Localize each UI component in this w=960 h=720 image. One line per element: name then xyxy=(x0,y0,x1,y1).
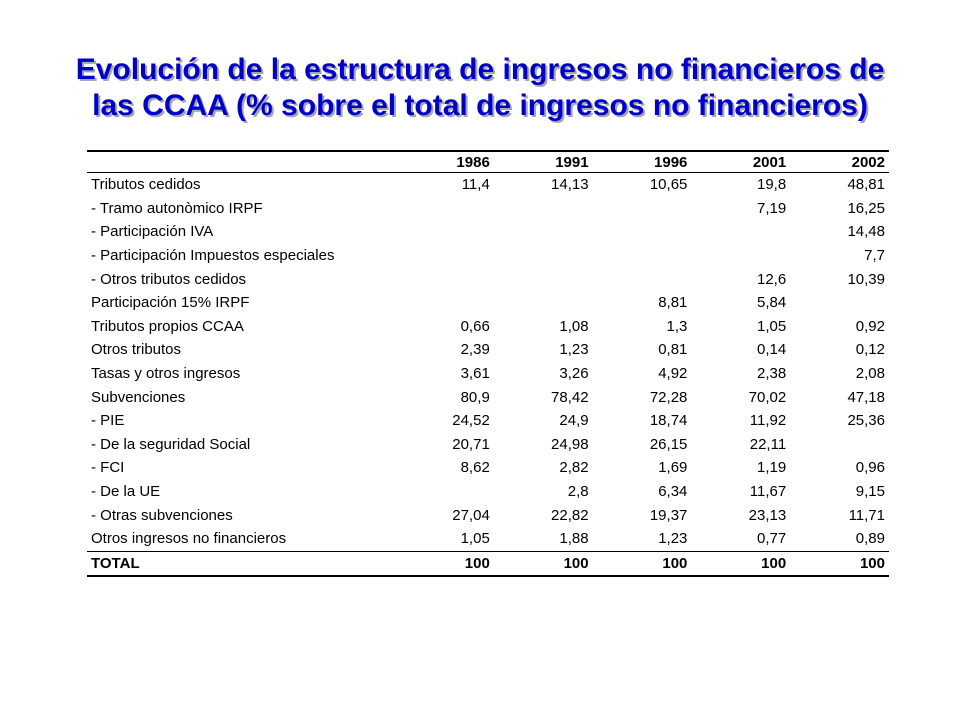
table-row xyxy=(87,338,889,362)
table-cell: 1,08 xyxy=(559,317,589,335)
table-cell: 2,08 xyxy=(855,365,885,383)
table-cell: 100 xyxy=(494,551,593,576)
table-row xyxy=(87,362,889,386)
row-label: Otros ingresos no financieros xyxy=(91,530,287,548)
table-cell xyxy=(593,197,692,221)
total-row xyxy=(87,551,889,576)
row-label: Tributos cedidos xyxy=(91,176,201,194)
table-row xyxy=(87,244,889,268)
table-cell: 1,3 xyxy=(666,317,688,335)
row-label: Subvenciones xyxy=(91,388,186,406)
header-cell-2002: 2002 xyxy=(790,151,889,173)
table-cell: 7,7 xyxy=(864,247,885,265)
header-cell-label xyxy=(87,151,395,173)
row-label: - FCI xyxy=(91,459,125,477)
income-structure-table xyxy=(87,150,889,577)
table-cell: 11,71 xyxy=(848,506,885,524)
table-cell: 20,71 xyxy=(452,435,490,453)
table-cell: 0,14 xyxy=(756,341,787,359)
row-label: - De la UE xyxy=(91,483,161,501)
table-cell: 0,81 xyxy=(658,341,688,359)
table-cell: 14,48 xyxy=(847,223,885,241)
table-row xyxy=(87,267,889,291)
table-cell: 2,82 xyxy=(559,459,589,477)
table-cell: 0,77 xyxy=(756,530,787,548)
table-cell: 2,8 xyxy=(567,483,589,501)
table-cell: 78,42 xyxy=(551,388,589,406)
table-cell: 25,36 xyxy=(847,412,885,430)
table-cell: 70,02 xyxy=(748,388,787,406)
table-cell: 3,26 xyxy=(559,365,589,383)
row-label: TOTAL xyxy=(87,551,395,576)
table-body xyxy=(87,173,889,577)
header-cell-2001: 2001 xyxy=(691,151,790,173)
row-label: - Otras subvenciones xyxy=(91,506,233,524)
table-cell: 10,39 xyxy=(847,270,885,288)
header-cell-1996: 1996 xyxy=(593,151,692,173)
row-label: - Otros tributos cedidos xyxy=(91,270,247,288)
table-row xyxy=(87,480,889,504)
table-cell: 8,81 xyxy=(658,294,688,312)
table-cell: 1,23 xyxy=(559,341,589,359)
table-cell xyxy=(494,220,593,244)
table-cell: 0,96 xyxy=(855,459,885,477)
row-label: Tributos propios CCAA xyxy=(91,317,244,335)
table-cell: 0,89 xyxy=(855,530,885,548)
table-cell: 0,92 xyxy=(855,317,885,335)
table-cell: 23,13 xyxy=(748,506,787,524)
table-row xyxy=(87,527,889,551)
table-cell xyxy=(494,197,593,221)
table-cell: 27,04 xyxy=(452,506,490,524)
table-cell: 1,05 xyxy=(460,530,490,548)
header-cell-1991: 1991 xyxy=(494,151,593,173)
row-label: Otros tributos xyxy=(91,341,182,359)
table-cell: 7,19 xyxy=(756,199,787,217)
row-label: - De la seguridad Social xyxy=(91,435,251,453)
table-cell: 100 xyxy=(593,551,692,576)
table-cell xyxy=(395,267,494,291)
table-cell: 1,23 xyxy=(658,530,688,548)
title-line-1: Evolución de la estructura de ingresos no financieros de xyxy=(75,53,885,86)
table-cell: 2,38 xyxy=(756,365,787,383)
table-cell: 11,67 xyxy=(749,483,787,501)
table-cell xyxy=(790,291,889,315)
table-cell: 1,19 xyxy=(756,459,787,477)
header-row xyxy=(87,151,889,173)
table-cell: 19,8 xyxy=(756,176,787,194)
table-cell xyxy=(691,244,790,268)
table-cell: 19,37 xyxy=(649,506,688,524)
table-row xyxy=(87,385,889,409)
table-cell xyxy=(395,244,494,268)
table-cell: 12,6 xyxy=(756,270,787,288)
row-label: Participación 15% IRPF xyxy=(91,294,250,312)
table-row xyxy=(87,433,889,457)
row-label: Tasas y otros ingresos xyxy=(91,365,241,383)
table-cell: 1,88 xyxy=(559,530,589,548)
table-cell: 9,15 xyxy=(855,483,885,501)
table-cell xyxy=(691,220,790,244)
table-cell xyxy=(395,291,494,315)
table-cell: 11,4 xyxy=(461,176,490,194)
table-cell: 2,39 xyxy=(460,341,490,359)
table-cell: 24,98 xyxy=(551,435,589,453)
row-label: - PIE xyxy=(91,412,125,430)
table-cell: 100 xyxy=(790,551,889,576)
table-cell: 16,25 xyxy=(847,199,885,217)
table-cell: 10,65 xyxy=(649,176,688,194)
table-cell: 3,61 xyxy=(460,365,490,383)
table-row xyxy=(87,315,889,339)
table-cell: 11,92 xyxy=(749,412,787,430)
table-row xyxy=(87,503,889,527)
title-line-2: las CCAA (% sobre el total de ingresos no financieros) xyxy=(92,89,868,122)
table-row xyxy=(87,409,889,433)
table-cell xyxy=(593,244,692,268)
table-cell: 8,62 xyxy=(460,459,490,477)
table-cell xyxy=(494,244,593,268)
slide-title xyxy=(40,52,920,124)
table-cell: 24,52 xyxy=(452,412,490,430)
table-cell: 100 xyxy=(691,551,790,576)
table-cell: 48,81 xyxy=(847,176,885,194)
table-cell: 26,15 xyxy=(649,435,688,453)
table-row xyxy=(87,456,889,480)
table-cell: 24,9 xyxy=(559,412,589,430)
table-cell: 100 xyxy=(395,551,494,576)
table-cell xyxy=(494,267,593,291)
table-cell: 22,82 xyxy=(551,506,589,524)
table-cell: 18,74 xyxy=(649,412,688,430)
table-cell: 1,69 xyxy=(658,459,688,477)
table-cell: 0,66 xyxy=(460,317,490,335)
table-row xyxy=(87,173,889,197)
table-cell: 14,13 xyxy=(551,176,589,194)
header-cell-1986: 1986 xyxy=(395,151,494,173)
table-cell: 0,12 xyxy=(855,341,885,359)
table-cell: 4,92 xyxy=(658,365,688,383)
table-cell: 5,84 xyxy=(756,294,787,312)
table-cell: 80,9 xyxy=(460,388,490,406)
table-cell xyxy=(395,220,494,244)
table-cell: 47,18 xyxy=(847,388,885,406)
table-row xyxy=(87,220,889,244)
table-cell: 22,11 xyxy=(749,435,787,453)
table-cell: 72,28 xyxy=(649,388,688,406)
row-label: - Participación Impuestos especiales xyxy=(91,247,335,265)
table-cell xyxy=(494,291,593,315)
table-row xyxy=(87,197,889,221)
table-cell: 6,34 xyxy=(658,483,688,501)
table-row xyxy=(87,291,889,315)
table-cell xyxy=(395,480,494,504)
table-cell xyxy=(593,220,692,244)
row-label: - Participación IVA xyxy=(91,223,214,241)
table-cell xyxy=(790,433,889,457)
row-label: - Tramo autonòmico IRPF xyxy=(91,199,263,217)
table-cell xyxy=(395,197,494,221)
table-cell: 1,05 xyxy=(756,317,787,335)
table-cell xyxy=(593,267,692,291)
